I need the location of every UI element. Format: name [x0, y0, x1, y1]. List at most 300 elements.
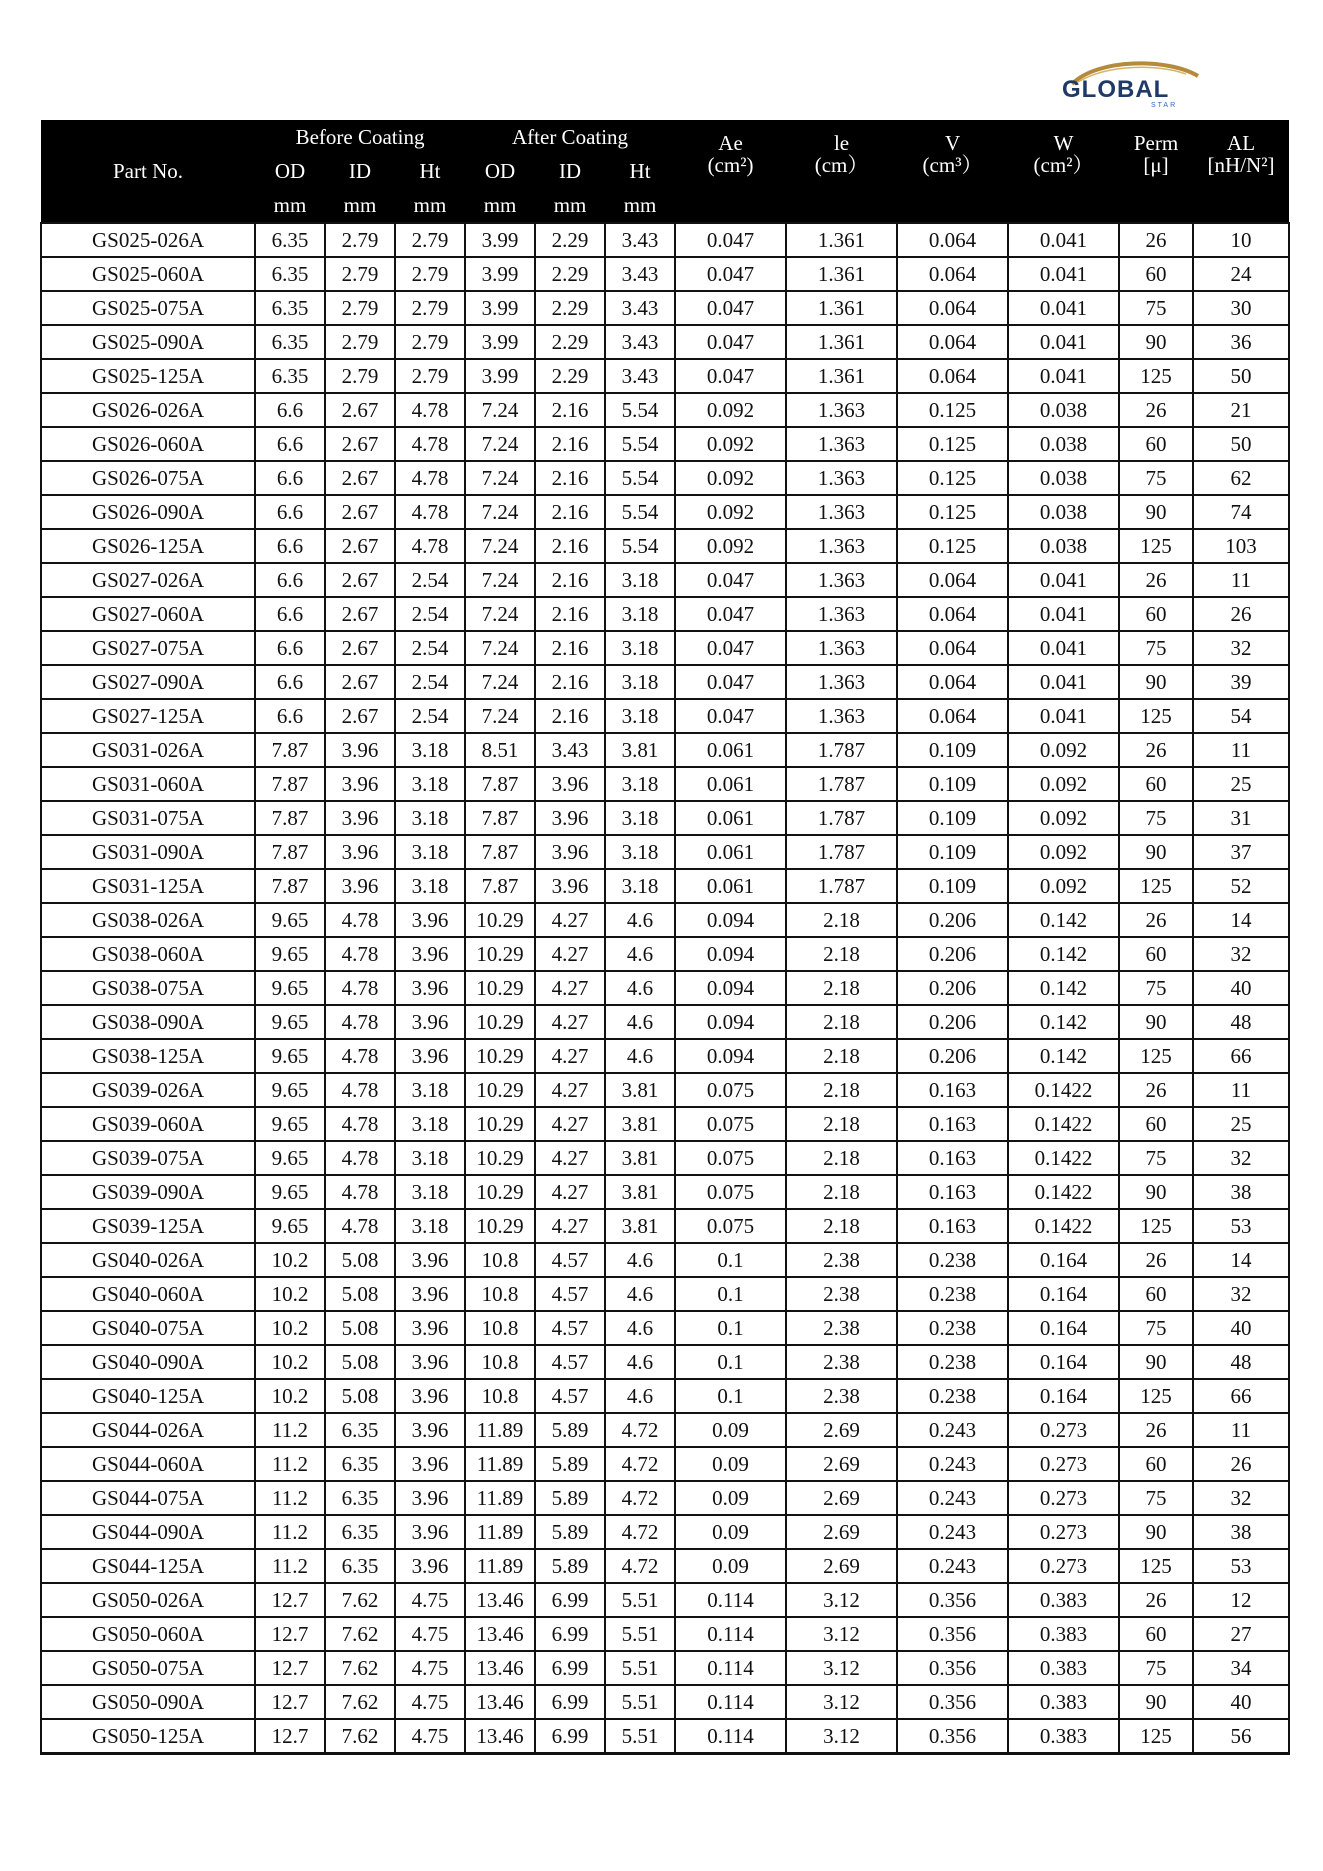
cell-after-ht: 4.6: [605, 1243, 675, 1277]
table-row: [41, 937, 1289, 971]
cell-le: 1.361: [786, 325, 897, 359]
table-row: [41, 1209, 1289, 1243]
cell-after-od: 11.89: [465, 1549, 535, 1583]
unit-mm: mm: [325, 188, 395, 223]
cell-before-id: 2.79: [325, 291, 395, 325]
cell-le: 3.12: [786, 1583, 897, 1617]
cell-after-od: 10.8: [465, 1277, 535, 1311]
cell-al: 14: [1193, 903, 1289, 937]
cell-after-id: 3.96: [535, 801, 605, 835]
cell-w: 0.273: [1008, 1413, 1119, 1447]
cell-before-ht: 3.96: [395, 1039, 465, 1073]
cell-after-id: 4.27: [535, 1209, 605, 1243]
cell-after-id: 4.27: [535, 1005, 605, 1039]
cell-after-od: 7.87: [465, 801, 535, 835]
cell-w: 0.383: [1008, 1651, 1119, 1685]
cell-perm: 60: [1119, 1447, 1193, 1481]
cell-w: 0.038: [1008, 495, 1119, 529]
table-row: [41, 1413, 1289, 1447]
cell-after-id: 4.57: [535, 1311, 605, 1345]
cell-ae: 0.09: [675, 1447, 786, 1481]
cell-before-id: 2.67: [325, 597, 395, 631]
cell-perm: 75: [1119, 1311, 1193, 1345]
table-row: [41, 291, 1289, 325]
cell-w: 0.273: [1008, 1481, 1119, 1515]
cell-w: 0.142: [1008, 1005, 1119, 1039]
cell-before-ht: 2.79: [395, 223, 465, 257]
cell-w: 0.092: [1008, 733, 1119, 767]
cell-v: 0.125: [897, 495, 1008, 529]
cell-before-od: 6.35: [255, 325, 325, 359]
table-row: [41, 597, 1289, 631]
cell-after-id: 4.27: [535, 1073, 605, 1107]
cell-ae: 0.092: [675, 495, 786, 529]
cell-before-od: 6.6: [255, 563, 325, 597]
cell-before-id: 2.67: [325, 427, 395, 461]
cell-ae: 0.075: [675, 1107, 786, 1141]
cell-after-od: 7.24: [465, 699, 535, 733]
cell-after-ht: 3.81: [605, 1175, 675, 1209]
table-row: [41, 461, 1289, 495]
cell-part-no: GS050-125A: [41, 1719, 255, 1754]
cell-part-no: GS027-026A: [41, 563, 255, 597]
cell-w: 0.041: [1008, 325, 1119, 359]
cell-w: 0.142: [1008, 971, 1119, 1005]
cell-al: 74: [1193, 495, 1289, 529]
cell-before-id: 4.78: [325, 1073, 395, 1107]
cell-before-od: 6.6: [255, 393, 325, 427]
cell-ae: 0.094: [675, 903, 786, 937]
cell-perm: 75: [1119, 1141, 1193, 1175]
cell-before-id: 7.62: [325, 1685, 395, 1719]
cell-le: 2.69: [786, 1549, 897, 1583]
cell-before-od: 6.6: [255, 631, 325, 665]
cell-v: 0.243: [897, 1515, 1008, 1549]
header-blank: [1008, 188, 1119, 223]
cell-al: 31: [1193, 801, 1289, 835]
cell-before-od: 9.65: [255, 1141, 325, 1175]
cell-before-ht: 3.18: [395, 1175, 465, 1209]
cell-v: 0.064: [897, 223, 1008, 257]
cell-before-id: 4.78: [325, 937, 395, 971]
cell-perm: 90: [1119, 1005, 1193, 1039]
cell-ae: 0.094: [675, 971, 786, 1005]
cell-before-ht: 4.75: [395, 1617, 465, 1651]
cell-after-id: 2.16: [535, 699, 605, 733]
cell-before-ht: 3.18: [395, 1073, 465, 1107]
cell-before-id: 7.62: [325, 1617, 395, 1651]
cell-before-od: 9.65: [255, 1175, 325, 1209]
cell-before-od: 9.65: [255, 1209, 325, 1243]
col-w: W (cm²）: [1008, 120, 1119, 188]
cell-before-od: 6.35: [255, 257, 325, 291]
cell-w: 0.038: [1008, 427, 1119, 461]
cell-before-od: 6.35: [255, 223, 325, 257]
cell-after-ht: 5.54: [605, 427, 675, 461]
cell-le: 2.18: [786, 1175, 897, 1209]
cell-v: 0.243: [897, 1447, 1008, 1481]
cell-al: 38: [1193, 1175, 1289, 1209]
cell-after-od: 13.46: [465, 1583, 535, 1617]
cell-before-od: 12.7: [255, 1651, 325, 1685]
cell-al: 12: [1193, 1583, 1289, 1617]
cell-before-od: 9.65: [255, 1005, 325, 1039]
cell-before-id: 4.78: [325, 1175, 395, 1209]
cell-after-id: 3.43: [535, 733, 605, 767]
col-before-id: ID: [325, 154, 395, 188]
cell-part-no: GS038-075A: [41, 971, 255, 1005]
cell-al: 66: [1193, 1039, 1289, 1073]
cell-after-od: 7.24: [465, 597, 535, 631]
cell-le: 1.787: [786, 733, 897, 767]
cell-before-od: 9.65: [255, 903, 325, 937]
cell-part-no: GS039-090A: [41, 1175, 255, 1209]
cell-w: 0.273: [1008, 1549, 1119, 1583]
cell-after-id: 4.27: [535, 937, 605, 971]
cell-after-ht: 3.18: [605, 835, 675, 869]
cell-part-no: GS038-026A: [41, 903, 255, 937]
cell-perm: 26: [1119, 903, 1193, 937]
cell-ae: 0.047: [675, 665, 786, 699]
cell-after-ht: 3.81: [605, 1107, 675, 1141]
cell-part-no: GS040-026A: [41, 1243, 255, 1277]
cell-part-no: GS044-060A: [41, 1447, 255, 1481]
cell-before-id: 7.62: [325, 1651, 395, 1685]
cell-after-id: 6.99: [535, 1719, 605, 1754]
cell-le: 1.363: [786, 597, 897, 631]
cell-ae: 0.09: [675, 1549, 786, 1583]
cell-le: 1.787: [786, 869, 897, 903]
cell-after-id: 4.57: [535, 1379, 605, 1413]
cell-before-ht: 4.75: [395, 1651, 465, 1685]
cell-perm: 26: [1119, 1583, 1193, 1617]
cell-after-od: 7.24: [465, 495, 535, 529]
cell-after-id: 3.96: [535, 767, 605, 801]
cell-perm: 75: [1119, 1481, 1193, 1515]
cell-after-od: 10.29: [465, 1039, 535, 1073]
cell-w: 0.041: [1008, 597, 1119, 631]
cell-v: 0.238: [897, 1277, 1008, 1311]
cell-after-id: 6.99: [535, 1617, 605, 1651]
cell-before-od: 6.6: [255, 495, 325, 529]
cell-before-ht: 3.96: [395, 1005, 465, 1039]
col-perm: Perm [μ]: [1119, 120, 1193, 188]
cell-before-od: 6.6: [255, 427, 325, 461]
cell-w: 0.092: [1008, 835, 1119, 869]
table-row: [41, 869, 1289, 903]
cell-after-ht: 3.81: [605, 1141, 675, 1175]
cell-before-ht: 3.96: [395, 903, 465, 937]
col-before-od: OD: [255, 154, 325, 188]
cell-al: 38: [1193, 1515, 1289, 1549]
cell-v: 0.206: [897, 1005, 1008, 1039]
cell-before-od: 7.87: [255, 869, 325, 903]
cell-after-od: 11.89: [465, 1413, 535, 1447]
cell-after-id: 6.99: [535, 1651, 605, 1685]
cell-after-ht: 3.43: [605, 223, 675, 257]
cell-before-ht: 3.96: [395, 1379, 465, 1413]
cell-after-ht: 3.18: [605, 665, 675, 699]
cell-after-ht: 4.6: [605, 1379, 675, 1413]
cell-le: 1.361: [786, 291, 897, 325]
cell-perm: 125: [1119, 529, 1193, 563]
cell-w: 0.041: [1008, 223, 1119, 257]
table-row: [41, 393, 1289, 427]
cell-after-ht: 3.18: [605, 699, 675, 733]
cell-before-id: 4.78: [325, 1141, 395, 1175]
cell-al: 62: [1193, 461, 1289, 495]
cell-v: 0.163: [897, 1209, 1008, 1243]
cell-before-ht: 3.96: [395, 1549, 465, 1583]
cell-after-id: 2.16: [535, 529, 605, 563]
cell-le: 2.18: [786, 1141, 897, 1175]
cell-before-id: 3.96: [325, 835, 395, 869]
cell-le: 2.18: [786, 937, 897, 971]
cell-v: 0.206: [897, 971, 1008, 1005]
cell-after-od: 3.99: [465, 359, 535, 393]
table-row: [41, 1107, 1289, 1141]
cell-ae: 0.094: [675, 1005, 786, 1039]
cell-ae: 0.1: [675, 1311, 786, 1345]
cell-part-no: GS031-026A: [41, 733, 255, 767]
cell-v: 0.163: [897, 1107, 1008, 1141]
cell-after-ht: 3.43: [605, 257, 675, 291]
cell-before-od: 9.65: [255, 1073, 325, 1107]
cell-after-id: 4.57: [535, 1345, 605, 1379]
cell-before-od: 11.2: [255, 1447, 325, 1481]
product-table: [40, 120, 1290, 1755]
cell-before-id: 6.35: [325, 1549, 395, 1583]
table-row: [41, 1345, 1289, 1379]
cell-before-id: 5.08: [325, 1277, 395, 1311]
cell-v: 0.238: [897, 1311, 1008, 1345]
cell-al: 32: [1193, 1481, 1289, 1515]
header-blank: [786, 188, 897, 223]
cell-w: 0.164: [1008, 1311, 1119, 1345]
cell-part-no: GS026-090A: [41, 495, 255, 529]
cell-after-od: 10.8: [465, 1379, 535, 1413]
cell-le: 2.18: [786, 1039, 897, 1073]
unit-mm: mm: [255, 188, 325, 223]
cell-le: 2.69: [786, 1447, 897, 1481]
table-row: [41, 1073, 1289, 1107]
table-row: [41, 1515, 1289, 1549]
cell-v: 0.109: [897, 767, 1008, 801]
cell-after-od: 7.24: [465, 427, 535, 461]
cell-after-od: 10.29: [465, 937, 535, 971]
cell-part-no: GS038-090A: [41, 1005, 255, 1039]
cell-before-ht: 3.96: [395, 1515, 465, 1549]
cell-part-no: GS031-060A: [41, 767, 255, 801]
cell-v: 0.356: [897, 1685, 1008, 1719]
cell-w: 0.1422: [1008, 1209, 1119, 1243]
cell-after-od: 11.89: [465, 1447, 535, 1481]
cell-before-id: 3.96: [325, 733, 395, 767]
cell-ae: 0.061: [675, 767, 786, 801]
cell-after-id: 4.27: [535, 1141, 605, 1175]
cell-after-id: 3.96: [535, 869, 605, 903]
cell-before-id: 6.35: [325, 1481, 395, 1515]
cell-al: 32: [1193, 937, 1289, 971]
cell-part-no: GS040-060A: [41, 1277, 255, 1311]
cell-al: 10: [1193, 223, 1289, 257]
cell-v: 0.206: [897, 937, 1008, 971]
cell-perm: 125: [1119, 1379, 1193, 1413]
cell-before-ht: 3.96: [395, 971, 465, 1005]
cell-after-od: 7.24: [465, 393, 535, 427]
cell-after-ht: 3.43: [605, 291, 675, 325]
cell-w: 0.041: [1008, 631, 1119, 665]
cell-before-ht: 4.78: [395, 427, 465, 461]
cell-v: 0.109: [897, 869, 1008, 903]
cell-ae: 0.092: [675, 461, 786, 495]
table-row: [41, 801, 1289, 835]
cell-ae: 0.092: [675, 427, 786, 461]
cell-before-ht: 3.18: [395, 767, 465, 801]
cell-ae: 0.047: [675, 631, 786, 665]
cell-al: 21: [1193, 393, 1289, 427]
cell-after-id: 5.89: [535, 1447, 605, 1481]
cell-ae: 0.092: [675, 393, 786, 427]
cell-after-id: 2.16: [535, 597, 605, 631]
cell-part-no: GS044-075A: [41, 1481, 255, 1515]
cell-le: 1.363: [786, 461, 897, 495]
cell-ae: 0.09: [675, 1515, 786, 1549]
cell-after-od: 7.24: [465, 461, 535, 495]
table-row: [41, 1617, 1289, 1651]
table-row: [41, 1039, 1289, 1073]
header-blank: [675, 188, 786, 223]
cell-after-id: 2.16: [535, 563, 605, 597]
cell-before-ht: 3.18: [395, 1107, 465, 1141]
cell-before-ht: 4.78: [395, 393, 465, 427]
cell-before-id: 3.96: [325, 801, 395, 835]
cell-w: 0.383: [1008, 1685, 1119, 1719]
cell-perm: 60: [1119, 937, 1193, 971]
cell-before-id: 2.67: [325, 631, 395, 665]
cell-after-ht: 3.18: [605, 563, 675, 597]
cell-ae: 0.114: [675, 1719, 786, 1754]
cell-perm: 90: [1119, 1515, 1193, 1549]
table-row: [41, 1685, 1289, 1719]
cell-ae: 0.061: [675, 801, 786, 835]
cell-ae: 0.094: [675, 937, 786, 971]
cell-le: 1.363: [786, 699, 897, 733]
cell-le: 1.363: [786, 665, 897, 699]
cell-after-ht: 5.51: [605, 1719, 675, 1754]
cell-al: 34: [1193, 1651, 1289, 1685]
cell-le: 3.12: [786, 1617, 897, 1651]
cell-after-ht: 3.81: [605, 1209, 675, 1243]
cell-le: 2.38: [786, 1345, 897, 1379]
cell-w: 0.092: [1008, 869, 1119, 903]
cell-perm: 125: [1119, 1039, 1193, 1073]
cell-after-id: 2.29: [535, 291, 605, 325]
cell-perm: 60: [1119, 257, 1193, 291]
cell-part-no: GS040-090A: [41, 1345, 255, 1379]
cell-part-no: GS027-125A: [41, 699, 255, 733]
cell-ae: 0.047: [675, 597, 786, 631]
cell-v: 0.206: [897, 903, 1008, 937]
cell-al: 26: [1193, 597, 1289, 631]
table-row: [41, 563, 1289, 597]
cell-before-ht: 3.18: [395, 801, 465, 835]
cell-al: 54: [1193, 699, 1289, 733]
cell-part-no: GS025-125A: [41, 359, 255, 393]
cell-before-ht: 4.78: [395, 495, 465, 529]
table-row: [41, 733, 1289, 767]
table-row: [41, 665, 1289, 699]
cell-ae: 0.1: [675, 1379, 786, 1413]
cell-part-no: GS025-060A: [41, 257, 255, 291]
cell-le: 2.18: [786, 903, 897, 937]
cell-le: 1.361: [786, 359, 897, 393]
cell-part-no: GS027-090A: [41, 665, 255, 699]
cell-ae: 0.094: [675, 1039, 786, 1073]
cell-part-no: GS044-090A: [41, 1515, 255, 1549]
cell-after-ht: 4.72: [605, 1413, 675, 1447]
cell-v: 0.125: [897, 461, 1008, 495]
cell-perm: 90: [1119, 1175, 1193, 1209]
cell-w: 0.038: [1008, 529, 1119, 563]
cell-le: 1.363: [786, 495, 897, 529]
cell-ae: 0.075: [675, 1141, 786, 1175]
cell-before-id: 2.67: [325, 699, 395, 733]
cell-v: 0.064: [897, 563, 1008, 597]
cell-before-id: 2.67: [325, 461, 395, 495]
cell-after-id: 2.16: [535, 427, 605, 461]
cell-v: 0.125: [897, 529, 1008, 563]
cell-al: 25: [1193, 1107, 1289, 1141]
cell-al: 36: [1193, 325, 1289, 359]
cell-before-ht: 3.96: [395, 1345, 465, 1379]
cell-after-id: 2.16: [535, 495, 605, 529]
cell-perm: 125: [1119, 699, 1193, 733]
col-ae: Ae (cm²): [675, 120, 786, 188]
cell-after-ht: 5.51: [605, 1651, 675, 1685]
cell-before-id: 6.35: [325, 1515, 395, 1549]
cell-perm: 26: [1119, 223, 1193, 257]
cell-w: 0.142: [1008, 937, 1119, 971]
cell-perm: 90: [1119, 665, 1193, 699]
cell-after-ht: 4.72: [605, 1549, 675, 1583]
col-al: AL [nH/N²]: [1193, 120, 1289, 188]
cell-after-od: 10.8: [465, 1345, 535, 1379]
table-row: [41, 1311, 1289, 1345]
cell-ae: 0.114: [675, 1651, 786, 1685]
cell-part-no: GS025-090A: [41, 325, 255, 359]
cell-v: 0.163: [897, 1175, 1008, 1209]
cell-v: 0.064: [897, 257, 1008, 291]
cell-v: 0.109: [897, 733, 1008, 767]
cell-after-od: 3.99: [465, 291, 535, 325]
cell-before-od: 7.87: [255, 767, 325, 801]
col-after-ht: Ht: [605, 154, 675, 188]
cell-w: 0.041: [1008, 359, 1119, 393]
cell-v: 0.243: [897, 1413, 1008, 1447]
cell-after-od: 7.87: [465, 869, 535, 903]
cell-le: 1.361: [786, 257, 897, 291]
cell-perm: 26: [1119, 563, 1193, 597]
cell-part-no: GS044-026A: [41, 1413, 255, 1447]
cell-al: 66: [1193, 1379, 1289, 1413]
cell-after-od: 7.87: [465, 767, 535, 801]
cell-after-id: 4.27: [535, 1175, 605, 1209]
cell-before-id: 2.79: [325, 257, 395, 291]
cell-after-od: 10.29: [465, 1209, 535, 1243]
cell-v: 0.243: [897, 1549, 1008, 1583]
cell-w: 0.038: [1008, 461, 1119, 495]
